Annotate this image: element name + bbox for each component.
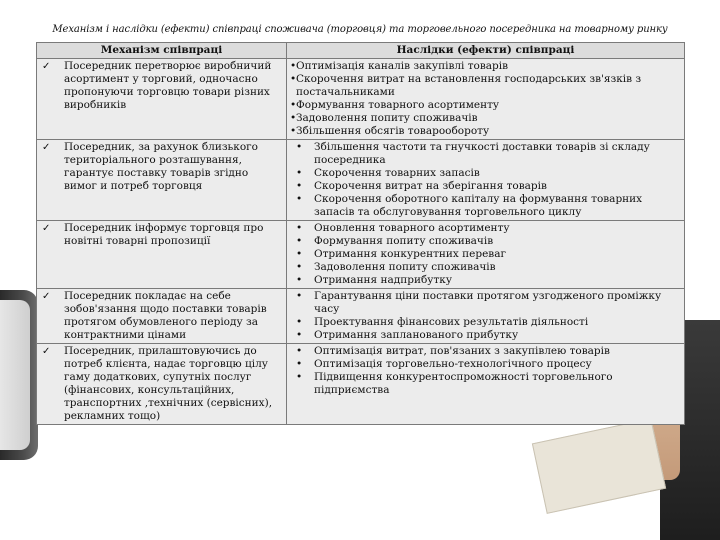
effects-list: [290, 345, 681, 397]
mechanism-cell: [37, 289, 287, 344]
table-row: [37, 289, 685, 344]
effect-item: • Оновлення товарного асортименту: [290, 222, 681, 235]
effect-item: • Отримання конкурентних переваг: [290, 248, 681, 261]
checkmark-icon: ✓: [42, 346, 51, 357]
mechanism-text: Посередник інформує торговця про новітні товарні пропозиції: [64, 222, 264, 247]
effect-item: • Задоволення попиту споживачів: [290, 112, 681, 125]
effects-list: [290, 290, 681, 342]
effect-item: • Оптимізація каналів закупівлі товарів: [290, 60, 681, 73]
table-header-row: [37, 43, 685, 59]
effect-item: • Отримання запланованого прибутку: [290, 329, 681, 342]
mechanism-cell: [37, 344, 287, 425]
effects-cell: [287, 221, 685, 289]
effects-list: [290, 141, 681, 219]
cooperation-table: [36, 42, 685, 425]
effect-item: • Гарантування ціни поставки протягом узгодженого проміжку часу: [290, 290, 681, 316]
checkmark-icon: ✓: [42, 223, 51, 234]
checkmark-icon: ✓: [42, 142, 51, 153]
mechanism-cell: [37, 221, 287, 289]
effect-item: • Формування попиту споживачів: [290, 235, 681, 248]
effect-item: • Скорочення витрат на зберігання товарів: [290, 180, 681, 193]
effects-cell: [287, 140, 685, 221]
document-title: Механізм і наслідки (ефекти) співпраці споживача (торговця) та торговельного посередника на товарному ринку: [52, 24, 668, 35]
effect-item: • Оптимізація витрат, пов'язаних з закупівлею товарів: [290, 345, 681, 358]
effect-item: • Збільшення частоти та гнучкості доставки товарів зі складу посередника: [290, 141, 681, 167]
background-cuff-left: [0, 300, 30, 450]
effect-item: • Скорочення витрат на встановлення господарських зв'язків з постачальниками: [290, 73, 681, 99]
effect-item: • Задоволення попиту споживачів: [290, 261, 681, 274]
cooperation-table-container: [36, 42, 684, 425]
table-row: [37, 344, 685, 425]
mechanism-cell: [37, 140, 287, 221]
table-row: [37, 221, 685, 289]
table-row: [37, 59, 685, 140]
mechanism-text: Посередник перетворює виробничий асортимент у торговий, одночасно пропонуючи торговцю товари різних виробників: [64, 60, 272, 111]
effects-cell: [287, 59, 685, 140]
table-row: [37, 140, 685, 221]
effect-item: • Підвищення конкурентоспроможності торговельного підприємства: [290, 371, 681, 397]
header-mechanism: Механізм співпраці: [37, 43, 287, 59]
effects-cell: [287, 344, 685, 425]
checkmark-icon: ✓: [42, 61, 51, 72]
mechanism-text: Посередник покладає на себе зобов'язання щодо поставки товарів протягом обумовленого періоду за контрактними цінами: [64, 290, 267, 341]
effect-item: • Скорочення товарних запасів: [290, 167, 681, 180]
effect-item: • Формування товарного асортименту: [290, 99, 681, 112]
effect-item: • Оптимізація торговельно-технологічного процесу: [290, 358, 681, 371]
effects-list: [290, 222, 681, 287]
effect-item: • Скорочення оборотного капіталу на формування товарних запасів та обслуговування торговельного циклу: [290, 193, 681, 219]
mechanism-text: Посередник, прилаштовуючись до потреб клієнта, надає торговцю цілу гаму додаткових, супутніх послуг (фінансових, консультаційних, транспортних ,технічних (сервісних), рекламних тощо): [64, 345, 273, 422]
mechanism-cell: [37, 59, 287, 140]
effect-item: • Збільшення обсягів товарообороту: [290, 125, 681, 138]
checkmark-icon: ✓: [42, 291, 51, 302]
effect-item: • Проектування фінансових результатів діяльності: [290, 316, 681, 329]
effect-item: • Отримання надприбутку: [290, 274, 681, 287]
effects-cell: [287, 289, 685, 344]
effects-list: [290, 60, 681, 138]
background-envelope: [532, 418, 666, 514]
header-effects: Наслідки (ефекти) співпраці: [287, 43, 685, 59]
mechanism-text: Посередник, за рахунок близького територіального розташування, гарантує поставку товарів згідно вимог и потреб торговця: [64, 141, 258, 192]
